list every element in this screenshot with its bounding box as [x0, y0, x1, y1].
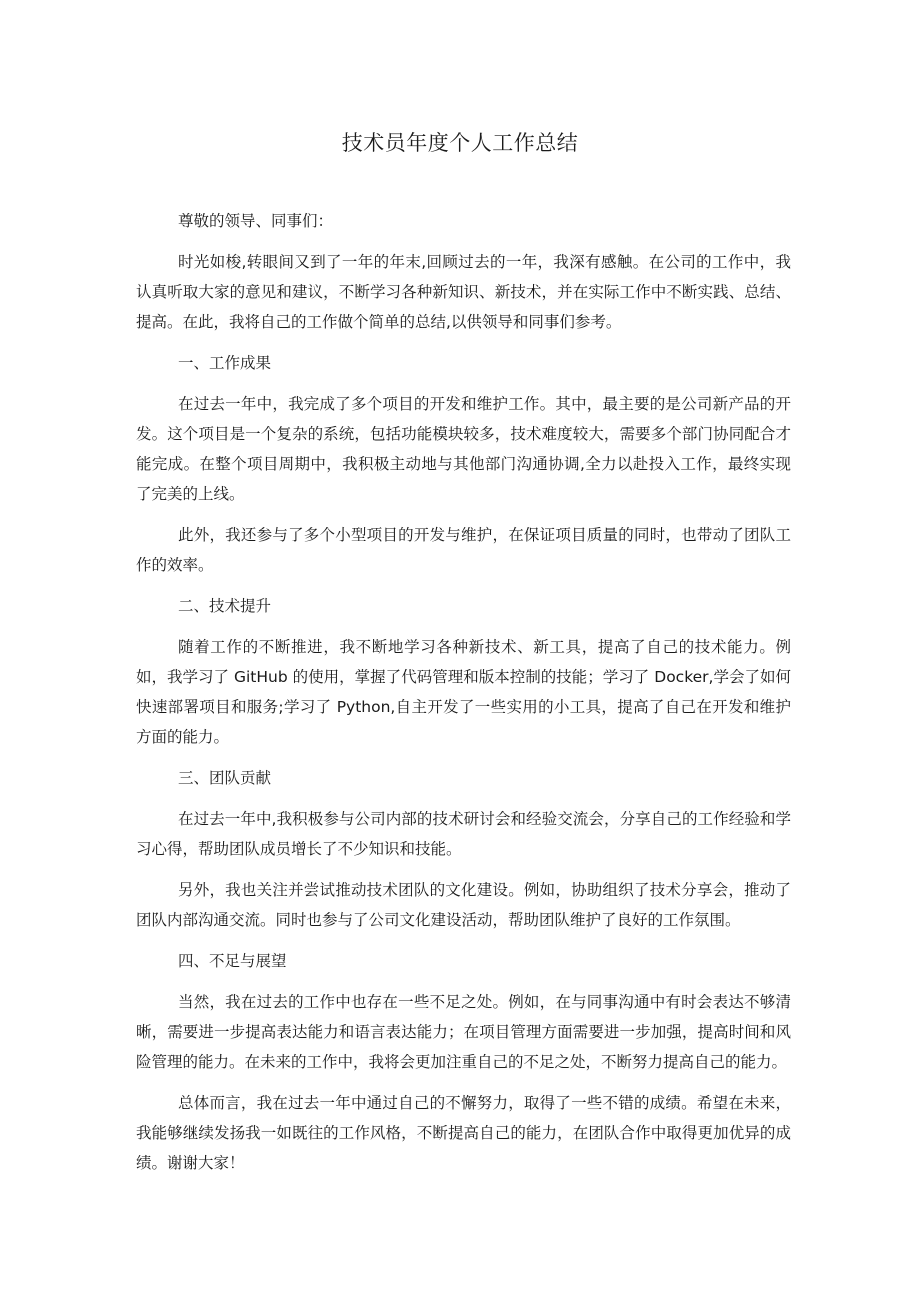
- document-body: [136, 206, 791, 1189]
- section-heading-team-contribution: 三、团队贡献: [178, 769, 272, 787]
- document-title: 技术员年度个人工作总结: [341, 131, 579, 155]
- paragraph-team-sharing: 在过去一年中,我积极参与公司内部的技术研讨会和经验交流会，分享自己的工作经验和学习心得，帮助团队成员增长了不少知识和技能。: [136, 810, 791, 858]
- salutation: 尊敬的领导、同事们：: [178, 212, 334, 230]
- paragraph-achievements-extra: 此外，我还参与了多个小型项目的开发与维护，在保证项目质量的同时，也带动了团队工作的效率。: [136, 526, 791, 574]
- paragraph-shortcomings: 当然，我在过去的工作中也存在一些不足之处。例如，在与同事沟通中有时会表达不够清晰，需要进一步提高表达能力和语言表达能力；在项目管理方面需要进一步加强，提高时间和风险管理的能力。在未来的工作中，我将会更加注重自己的不足之处，不断努力提高自己的能力。: [136, 993, 791, 1071]
- section-heading-shortcomings-outlook: 四、不足与展望: [178, 952, 287, 970]
- paragraph-tech-growth: 随着工作的不断推进，我不断地学习各种新技术、新工具，提高了自己的技术能力。例如，我学习了 GitHub 的使用，掌握了代码管理和版本控制的技能；学习了 Docker,学会了如何快速部署项目和服务;学习了 Python,自主开发了一些实用的小工具，提高了自己在开发和维护方面的能力。: [136, 638, 791, 746]
- section-heading-achievements: 一、工作成果: [178, 354, 272, 372]
- paragraph-intro: 时光如梭,转眼间又到了一年的年末,回顾过去的一年，我深有感触。在公司的工作中，我认真听取大家的意见和建议，不断学习各种新知识、新技术，并在实际工作中不断实践、总结、提高。在此，我将自己的工作做个简单的总结,以供领导和同事们参考。: [136, 253, 791, 331]
- section-heading-tech-growth: 二、技术提升: [178, 597, 272, 615]
- paragraph-team-culture: 另外，我也关注并尝试推动技术团队的文化建设。例如，协助组织了技术分享会，推动了团队内部沟通交流。同时也参与了公司文化建设活动，帮助团队维护了良好的工作氛围。: [136, 881, 791, 929]
- paragraph-conclusion: 总体而言，我在过去一年中通过自己的不懈努力，取得了一些不错的成绩。希望在未来，我能够继续发扬我一如既往的工作风格，不断提高自己的能力，在团队合作中取得更加优异的成绩。谢谢大家！: [136, 1094, 791, 1172]
- paragraph-achievements-main: 在过去一年中，我完成了多个项目的开发和维护工作。其中，最主要的是公司新产品的开发。这个项目是一个复杂的系统，包括功能模块较多，技术难度较大，需要多个部门协同配合才能完成。在整个项目周期中，我积极主动地与其他部门沟通协调,全力以赴投入工作，最终实现了完美的上线。: [136, 395, 791, 503]
